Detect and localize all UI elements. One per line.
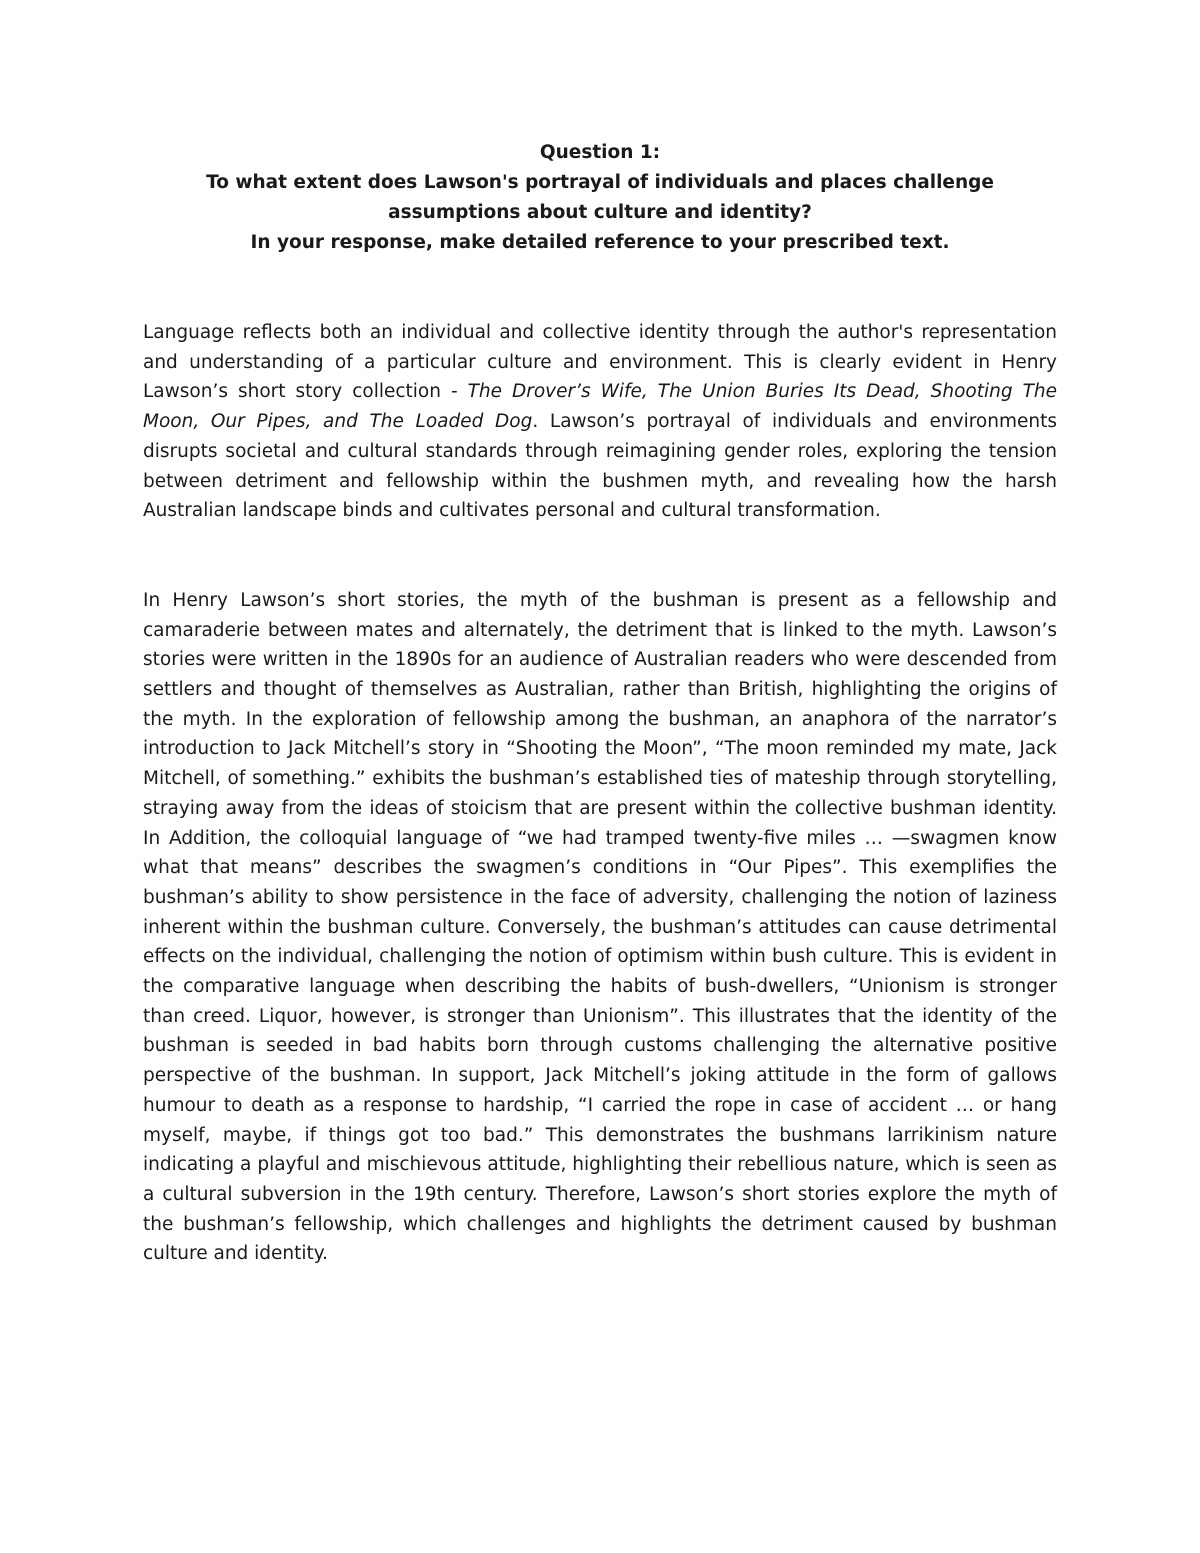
intro-text-end: . Lawson’s portrayal of individuals and environments disrupts societal and cultural standards through reimagining gender roles, exploring the tension between detriment and fellowship within the bushmen myth, and revealing how the harsh Australian landscape binds and cultivates personal and cultural transformation. bbox=[143, 411, 1057, 522]
intro-paragraph bbox=[143, 318, 1057, 526]
question-line-1: To what extent does Lawson's portrayal of individuals and places challenge bbox=[206, 172, 994, 193]
intro-text-start: Language reflects both an individual and collective identity through the author's representation and understanding of a particular culture and environment. This is clearly evident in Henry Lawson’s short story collection - bbox=[143, 322, 1057, 403]
question-heading bbox=[143, 138, 1057, 258]
question-instruction: In your response, make detailed reference to your prescribed text. bbox=[250, 232, 950, 253]
document-page bbox=[143, 138, 1057, 1269]
body-paragraph-1: In Henry Lawson’s short stories, the myth of the bushman is present as a fellowship and camaraderie between mates and alternately, the detriment that is linked to the myth. Lawson’s stories were written in the 1890s for an audience of Australian readers who were descended from settlers and thought of themselves as Australian, rather than British, highlighting the origins of the myth. In the exploration of fellowship among the bushman, an anaphora of the narrator’s introduction to Jack Mitchell’s story in “Shooting the Moon”, “The moon reminded my mate, Jack Mitchell, of something.” exhibits the bushman’s established ties of mateship through storytelling, straying away from the ideas of stoicism that are present within the collective bushman identity. In Addition, the colloquial language of “we had tramped twenty-five miles … —swagmen know what that means” describes the swagmen’s conditions in “Our Pipes”. This exemplifies the bushman’s ability to show persistence in the face of adversity, challenging the notion of laziness inherent within the bushman culture. Conversely, the bushman’s attitudes can cause detrimental effects on the individual, challenging the notion of optimism within bush culture. This is evident in the comparative language when describing the habits of bush-dwellers, “Unionism is stronger than creed. Liquor, however, is stronger than Unionism”. This illustrates that the identity of the bushman is seeded in bad habits born through customs challenging the alternative positive perspective of the bushman. In support, Jack Mitchell’s joking attitude in the form of gallows humour to death as a response to hardship, “I carried the rope in case of accident … or hang myself, maybe, if things got too bad.” This demonstrates the bushmans larrikinism nature indicating a playful and mischievous attitude, highlighting their rebellious nature, which is seen as a cultural subversion in the 19th century. Therefore, Lawson’s short stories explore the myth of the bushman’s fellowship, which challenges and highlights the detriment caused by bushman culture and identity. bbox=[143, 589, 1057, 1265]
question-label: Question 1: bbox=[539, 142, 661, 163]
intro-story-titles: The Drover’s Wife, The Union Buries Its Dead, Shooting The Moon, Our Pipes, and The Loaded Dog bbox=[143, 381, 1057, 433]
question-line-2: assumptions about culture and identity? bbox=[388, 202, 812, 223]
